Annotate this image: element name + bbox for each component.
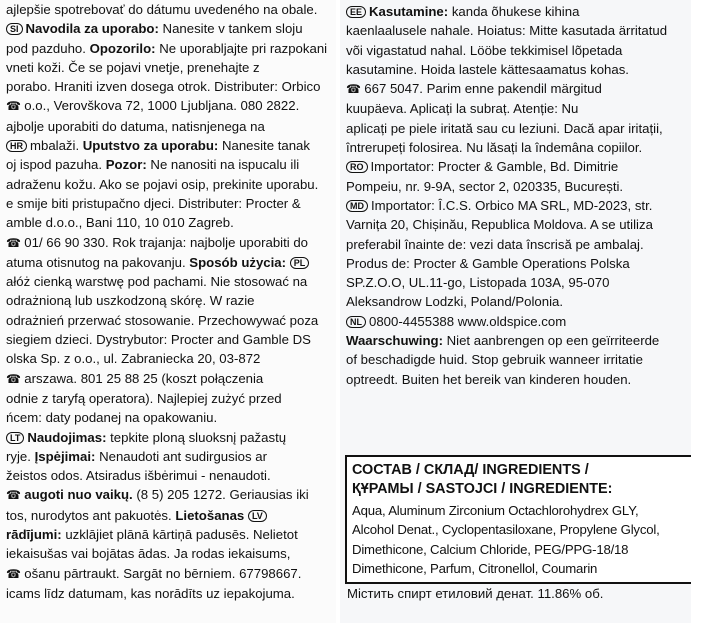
text-line: preferabil înainte de: vezi data înscrisă pe ambalaj.: [346, 236, 644, 252]
text-line: odrażnień przerwać stosowanie. Przechowywać poza: [6, 312, 319, 328]
label-edge: [691, 0, 701, 623]
alcohol-note: Містить спирт етиловий денат. 11.86% об.: [347, 586, 604, 601]
text-line: iekaisušas vai bojātas ādas. Ja rodas iekaisums,: [6, 546, 291, 562]
text-line: amble d.o.o., Bani 110, 10 010 Zagreb.: [6, 215, 234, 231]
text-line: ☎ 01/ 66 90 330. Rok trajanja: najbolje uporabiti do: [6, 234, 309, 250]
lang-badge-ro: RO: [346, 161, 368, 173]
text-line: kaenlaalusele nahale. Hoiatus: Mitte kasutada ärritatud: [346, 23, 668, 39]
text-line: oj ispod pazuha. Pozor: Ne nanositi na ispucalu ili: [6, 157, 300, 173]
lang-badge-pl: PL: [290, 257, 310, 269]
text-line: või vigastatud nahal. Lööbe tekkimisel lõpetada: [346, 42, 623, 58]
ingredients-box: [345, 455, 695, 584]
phone-icon: ☎: [6, 371, 25, 386]
text-line: ☎ o.o., Verovškova 72, 1000 Ljubljana. 080 2822.: [6, 98, 300, 114]
text-line: HR mbalaži. Uputstvo za uporabu: Nanesite tanak: [6, 136, 336, 155]
text-line: icams līdz datumam, kas norādīts uz iepakojuma.: [6, 585, 295, 601]
text-line: ☎ 667 5047. Parim enne pakendil märgitud: [346, 81, 602, 97]
phone-icon: ☎: [6, 566, 25, 581]
lang-badge-lt: LT: [6, 432, 24, 444]
text-line: odnie z taryfą operatora). Najlepiej zużyć przed: [6, 390, 282, 406]
ingredients-line: Aqua, Aluminum Zirconium Octachlorohydrex GLY,: [352, 503, 639, 518]
text-line: aplicați pe piele iritată sau cu leziuni. Dacă apar iritații,: [346, 120, 663, 136]
text-line: kasutamine. Hoida lastele kättesaamatus kohas.: [346, 61, 629, 77]
ingredients-list: [347, 499, 693, 579]
lang-badge-md: MD: [346, 200, 368, 212]
text-line: olska Sp. z o.o., ul. Zabraniecka 20, 03-872: [6, 351, 261, 367]
text-line: atuma otisnutog na pakovanju. Sposób użycia: PL: [6, 253, 336, 272]
text-line: întrerupeți folosirea. Nu lăsați la îndemâna copiilor.: [346, 140, 643, 156]
ingredients-line: Dimethicone, Parfum, Citronellol, Coumarin: [352, 561, 598, 577]
text-line: porabo. Hraniti izven dosega otrok. Distributer: Orbico: [6, 79, 321, 95]
text-line: ajlepšie spotrebovať do dátumu uvedeného na obale.: [6, 2, 318, 17]
text-line: ńcem: daty podanej na opakowaniu.: [6, 410, 218, 426]
text-line: of beschadigde huid. Stop gebruik wanneer irritatie: [346, 352, 643, 368]
right-text-block: [340, 0, 701, 389]
ingredients-line: Alcohol Denat., Cyclopentasiloxane, Propylene Glycol,: [352, 522, 660, 538]
lang-badge-hr: HR: [6, 140, 27, 152]
ingredients-heading: [347, 457, 693, 499]
text-line: RO Importator: Procter & Gamble, Bd. Dimitrie: [346, 157, 701, 176]
text-line: NL 0800-4455388 www.oldspice.com: [346, 312, 701, 331]
right-text-column: [340, 0, 701, 623]
phone-icon: ☎: [6, 488, 25, 503]
ingredients-heading-line: ҚҰРАМЫ / SASTOJCI / INGREDIENTE:: [352, 481, 613, 497]
text-line: pod pazduho. Opozorilo: Ne uporabljajte pri razpokani: [6, 40, 328, 56]
text-line: ☎ arszawa. 801 25 88 25 (koszt połączenia: [6, 370, 264, 386]
text-line: SP.Z.O.O, UL.11-go, Listopada 103A, 95-070: [346, 275, 610, 291]
text-line: ałóż cienką warstwę pod pachami. Nie stosować na: [6, 274, 308, 290]
text-line: Varnița 20, Chișinău, Republica Moldova. A se utiliza: [346, 217, 653, 233]
left-text-block: [0, 0, 336, 603]
lang-badge-si: SI: [6, 23, 23, 35]
text-line: Waarschuwing: Niet aanbrengen op een geïrriteerde: [346, 333, 660, 349]
text-line: LT Naudojimas: tepkite ploną sluoksnį pažastų: [6, 428, 336, 447]
text-line: siegiem dzieci. Dystrybutor: Procter and Gamble DS: [6, 332, 311, 348]
lang-badge-lv: LV: [248, 510, 267, 522]
text-line: žeistos odos. Atsiradus išbėrimui - nenaudoti.: [6, 468, 271, 484]
text-line: ajbolje uporabiti do datuma, natisnjenega na: [6, 118, 265, 134]
text-line: SI Navodila za uporabo: Nanesite v tankem sloju: [6, 19, 336, 38]
text-line: rādījumi: uzklājiet plānā kārtiņā padusēs. Nelietot: [6, 527, 298, 543]
ingredients-heading-line: СОСТАВ / СКЛАД/ INGREDIENTS /: [352, 462, 589, 478]
ingredients-line: Dimethicone, Calcium Chloride, PEG/PPG-18/18: [352, 541, 629, 557]
text-line: ☎ ošanu pārtraukt. Sargāt no bērniem. 67798667.: [6, 565, 302, 581]
phone-icon: ☎: [6, 235, 25, 250]
text-line: ryje. Įspėjimai: Nenaudoti ant sudirgusios ar: [6, 448, 267, 464]
text-line: EE Kasutamine: kanda õhukese kihina: [346, 2, 701, 21]
phone-icon: ☎: [346, 82, 365, 97]
text-line: vneti koži. Če se pojavi vnetje, prenehajte z: [6, 59, 260, 75]
text-line: odrażnioną lub uszkodzoną skórę. W razie: [6, 293, 255, 309]
text-line: kuupäeva. Aplicați la subraț. Atenție: Nu: [346, 101, 579, 117]
text-line: ☎ augoti nuo vaikų. (8 5) 205 1272. Geriausias iki: [6, 487, 309, 503]
phone-icon: ☎: [6, 99, 25, 114]
lang-badge-ee: EE: [346, 6, 366, 18]
left-text-column: [0, 0, 336, 623]
lang-badge-nl: NL: [346, 316, 366, 328]
text-line: Produs de: Procter & Gamble Operations Polska: [346, 255, 630, 271]
text-line: optreedt. Buiten het bereik van kinderen houden.: [346, 371, 632, 387]
text-line: tos, nurodytos ant pakuotės. Lietošanas LV: [6, 506, 336, 525]
text-line: e smije biti pristupačno djeci. Distributer: Procter &: [6, 195, 301, 211]
text-line: adraženu kožu. Ako se pojavi osip, prekinite uporabu.: [6, 176, 319, 192]
text-line: Pompeiu, nr. 9-9A, sector 2, 020335, București.: [346, 178, 624, 194]
text-line: Aleksandrow Lodzki, Poland/Polonia.: [346, 294, 563, 310]
text-line: MD Importator: Î.C.S. Orbico MA SRL, MD-2023, str.: [346, 196, 701, 215]
